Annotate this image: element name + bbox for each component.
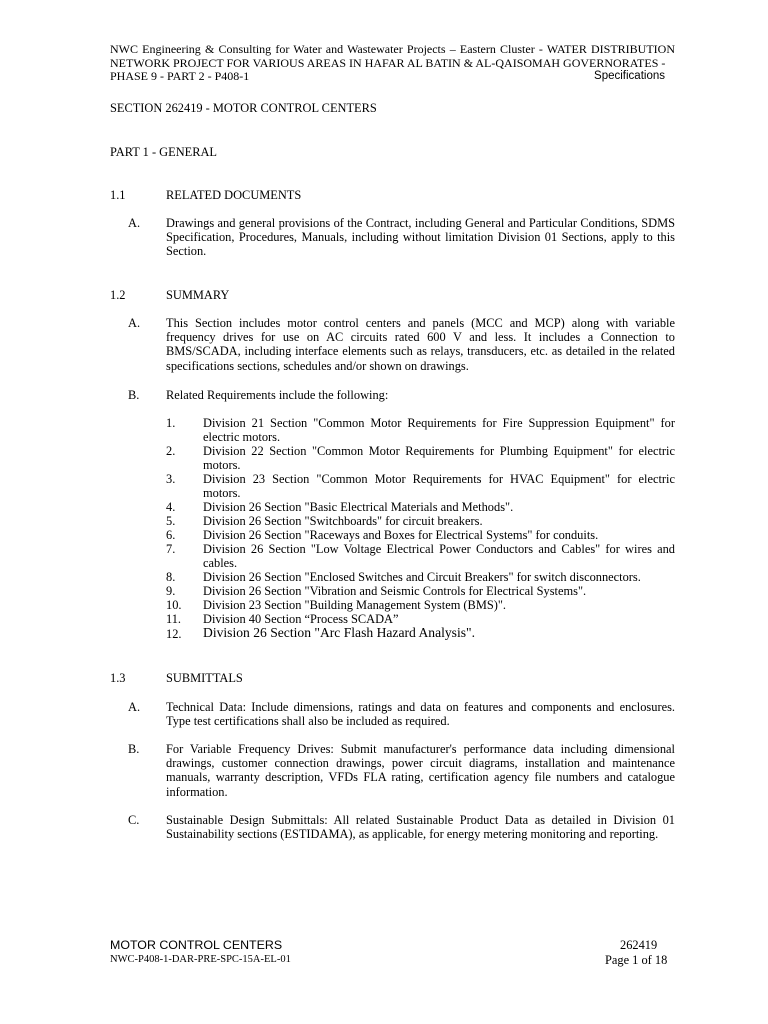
footer-section-number: 262419 — [620, 938, 658, 952]
paragraph-text: Sustainable Design Submittals: All related Sustainable Product Data as detailed in Division 01 Sustainability sections (ESTIDAMA), as applicable, for energy metering monitoring and reporting. — [166, 813, 675, 842]
article-title: SUMMARY — [166, 288, 230, 302]
list-item-number: 10. — [166, 598, 182, 612]
list-item: Division 26 Section "Basic Electrical Materials and Methods". — [203, 500, 514, 514]
list-item: Division 40 Section “Process SCADA” — [203, 612, 399, 626]
list-item: Division 26 Section "Arc Flash Hazard Analysis". — [203, 625, 475, 640]
header-specifications: Specifications — [594, 70, 665, 82]
list-item-number: 3. — [166, 472, 176, 486]
paragraph-letter: C. — [128, 813, 140, 827]
article-title: RELATED DOCUMENTS — [166, 188, 302, 202]
paragraph-letter: A. — [128, 700, 141, 714]
paragraph-text: This Section includes motor control centers and panels (MCC and MCP) along with variable frequency drives for use on AC circuits rated 600 V and less. It includes a Connection to BMS/SCADA, including interface elements such as relays, transducers, etc. as detailed in the related specifications sections, schedules and/or shown on drawings. — [166, 316, 675, 373]
list-item-number: 2. — [166, 444, 176, 458]
article-number: 1.1 — [110, 188, 126, 202]
paragraph-text: For Variable Frequency Drives: Submit manufacturer's performance data including dimensional drawings, customer connection drawings, power circuit diagrams, installation and maintenance manuals, warranty description, VFDs FLA rating, certification agency file numbers and catalogue information. — [166, 742, 675, 799]
list-item: Division 26 Section "Vibration and Seismic Controls for Electrical Systems". — [203, 584, 587, 598]
header-phase-line — [110, 70, 675, 84]
list-item: Division 22 Section "Common Motor Requirements for Plumbing Equipment" for electric motors. — [203, 444, 675, 473]
paragraph-letter: B. — [128, 388, 140, 402]
list-item: Division 23 Section "Building Management System (BMS)". — [203, 598, 507, 612]
list-item-number: 7. — [166, 542, 176, 556]
paragraph-letter: A. — [128, 316, 141, 330]
list-item-number: 6. — [166, 528, 176, 542]
paragraph-text: Related Requirements include the following: — [166, 388, 389, 402]
page-header — [110, 43, 675, 84]
paragraph-letter: A. — [128, 216, 141, 230]
list-item: Division 21 Section "Common Motor Requirements for Fire Suppression Equipment" for electric motors. — [203, 416, 675, 445]
list-item-number: 4. — [166, 500, 176, 514]
header-phase: PHASE 9 - PART 2 - P408-1 — [110, 69, 250, 83]
footer-document-code: NWC-P408-1-DAR-PRE-SPC-15A-EL-01 — [110, 954, 291, 965]
list-item-number: 8. — [166, 570, 176, 584]
list-item: Division 26 Section "Switchboards" for circuit breakers. — [203, 514, 483, 528]
part-title: PART 1 - GENERAL — [110, 145, 217, 159]
paragraph-text: Drawings and general provisions of the Contract, including General and Particular Conditions, SDMS Specification, Procedures, Manuals, including without limitation Division 01 Sections, apply to this Section. — [166, 216, 675, 259]
list-item-number: 11. — [166, 612, 182, 626]
paragraph-text: Technical Data: Include dimensions, ratings and data on features and components and enclosures. Type test certifications shall also be included as required. — [166, 700, 675, 729]
list-item: Division 26 Section "Enclosed Switches and Circuit Breakers" for switch disconnectors. — [203, 570, 641, 584]
header-project-title: NWC Engineering & Consulting for Water and Wastewater Projects – Eastern Cluster - WATER DISTRIBUTION NETWORK PROJECT FOR VARIOUS AREAS IN HAFAR AL BATIN & AL-QAISOMAH GOVERNORATES - — [110, 42, 675, 70]
paragraph-letter: B. — [128, 742, 140, 756]
list-item: Division 26 Section "Raceways and Boxes for Electrical Systems" for conduits. — [203, 528, 599, 542]
article-number: 1.2 — [110, 288, 126, 302]
footer-page-number: Page 1 of 18 — [605, 953, 668, 967]
list-item-number: 9. — [166, 584, 176, 598]
article-number: 1.3 — [110, 671, 126, 685]
list-item-number: 12. — [166, 627, 182, 641]
article-title: SUBMITTALS — [166, 671, 243, 685]
section-title: SECTION 262419 - MOTOR CONTROL CENTERS — [110, 101, 377, 115]
list-item-number: 1. — [166, 416, 176, 430]
list-item-number: 5. — [166, 514, 176, 528]
list-item: Division 23 Section "Common Motor Requirements for HVAC Equipment" for electric motors. — [203, 472, 675, 501]
footer-title: MOTOR CONTROL CENTERS — [110, 938, 283, 952]
list-item: Division 26 Section "Low Voltage Electrical Power Conductors and Cables" for wires and cables. — [203, 542, 675, 571]
